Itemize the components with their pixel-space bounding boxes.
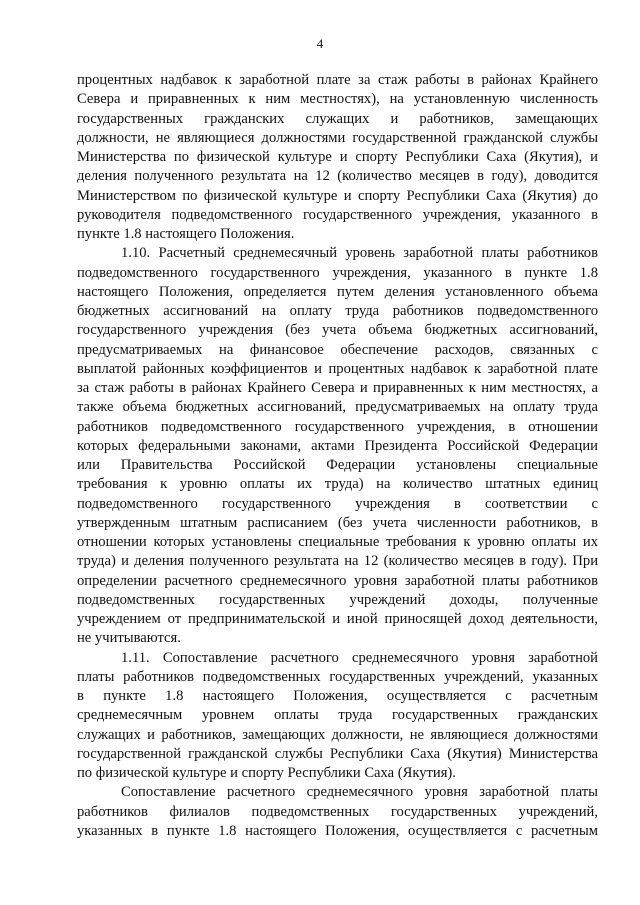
text-line: выплатой районных коэффициентов и процентных надбавок к заработной плате — [77, 360, 598, 377]
text-line: подведомственного государственного учреждения в соответствии с — [77, 495, 598, 512]
text-line: учреждением от предпринимательской и иной приносящей доход деятельности, — [77, 611, 598, 627]
paragraph — [77, 71, 598, 244]
text-line: отношении которых установлены специальные требования к уровню оплаты их — [77, 534, 598, 550]
text-line: настоящего Положения, определяется путем деления установленного объема — [77, 283, 598, 300]
text-line: 1.10. Расчетный среднемесячный уровень заработной платы работников — [121, 245, 598, 262]
text-line: подведомственного государственного учреждения, указанного в пункте 1.8 — [77, 264, 598, 281]
paragraph — [77, 649, 598, 784]
document-body — [77, 71, 598, 841]
text-line: которых федеральными законами, актами Президента Российской Федерации — [77, 437, 598, 454]
text-line: процентных надбавок к заработной плате за стаж работы в районах Крайнего — [77, 72, 598, 88]
text-line: или Правительства Российской Федерации установлены специальные — [77, 457, 598, 473]
text-line: работников подведомственного государственного учреждения, в отношении — [77, 418, 598, 435]
text-line: бюджетных ассигнований на оплату труда работников подведомственного — [77, 303, 598, 319]
text-line: работников филиалов подведомственных государственных учреждений, — [77, 803, 598, 820]
text-line: по физической культуре и спорту Республики Саха (Якутия). — [77, 765, 456, 781]
text-line: должности, не являющиеся должностями государственной гражданской службы — [77, 129, 598, 146]
text-line: платы работников подведомственных государственных учреждений, указанных — [77, 668, 598, 685]
text-line: государственного учреждения (без учета объема бюджетных ассигнований, — [77, 322, 598, 339]
text-line: Сопоставление расчетного среднемесячного уровня заработной платы — [121, 784, 598, 801]
paragraph — [77, 244, 598, 648]
paragraph — [77, 783, 598, 841]
text-line: государственной гражданской службы Республики Саха (Якутия) Министерства — [77, 745, 598, 762]
text-line: 1.11. Сопоставление расчетного среднемесячного уровня заработной — [121, 649, 598, 666]
text-line: пункте 1.8 настоящего Положения. — [77, 226, 295, 242]
text-line: Севера и приравненных к ним местностях), на установленную численность — [77, 91, 598, 108]
text-line: подведомственных государственных учреждений доходы, полученные — [77, 591, 598, 608]
text-line: также объема бюджетных ассигнований, предусматриваемых на оплату труда — [77, 399, 598, 416]
text-line: руководителя подведомственного государственного учреждения, указанного в — [77, 206, 598, 223]
text-line: требования к уровню оплаты их труда) на количество штатных единиц — [77, 476, 598, 493]
text-line: Министерством по физической культуре и спорту Республики Саха (Якутия) до — [77, 187, 598, 204]
text-line: среднемесячным уровнем оплаты труда государственных гражданских — [77, 707, 598, 724]
text-line: утвержденным штатным расписанием (без учета численности работников, в — [77, 514, 598, 531]
text-line: Министерства по физической культуре и спорту Республики Саха (Якутия), и — [77, 149, 598, 165]
text-line: предусматриваемых на финансовое обеспечение расходов, связанных с — [77, 341, 598, 358]
text-line: деления полученного результата на 12 (количество месяцев в году), доводится — [77, 168, 598, 185]
text-line: за стаж работы в районах Крайнего Севера и приравненных к ним местностях, а — [77, 380, 598, 396]
text-line: служащих и работников, замещающих должности, не являющиеся должностями — [77, 726, 598, 743]
text-line: в пункте 1.8 настоящего Положения, осуществляется с расчетным — [77, 688, 598, 704]
text-line: труда) и деления полученного результата на 12 (количество месяцев в году). При — [77, 553, 598, 570]
page-number: 4 — [316, 36, 324, 51]
text-line: государственных гражданских служащих и работников, замещающих — [77, 110, 598, 127]
text-line: определении расчетного среднемесячного уровня заработной платы работников — [77, 572, 598, 589]
text-line: не учитываются. — [77, 630, 181, 647]
text-line: указанных в пункте 1.8 настоящего Положения, осуществляется с расчетным — [77, 822, 598, 839]
